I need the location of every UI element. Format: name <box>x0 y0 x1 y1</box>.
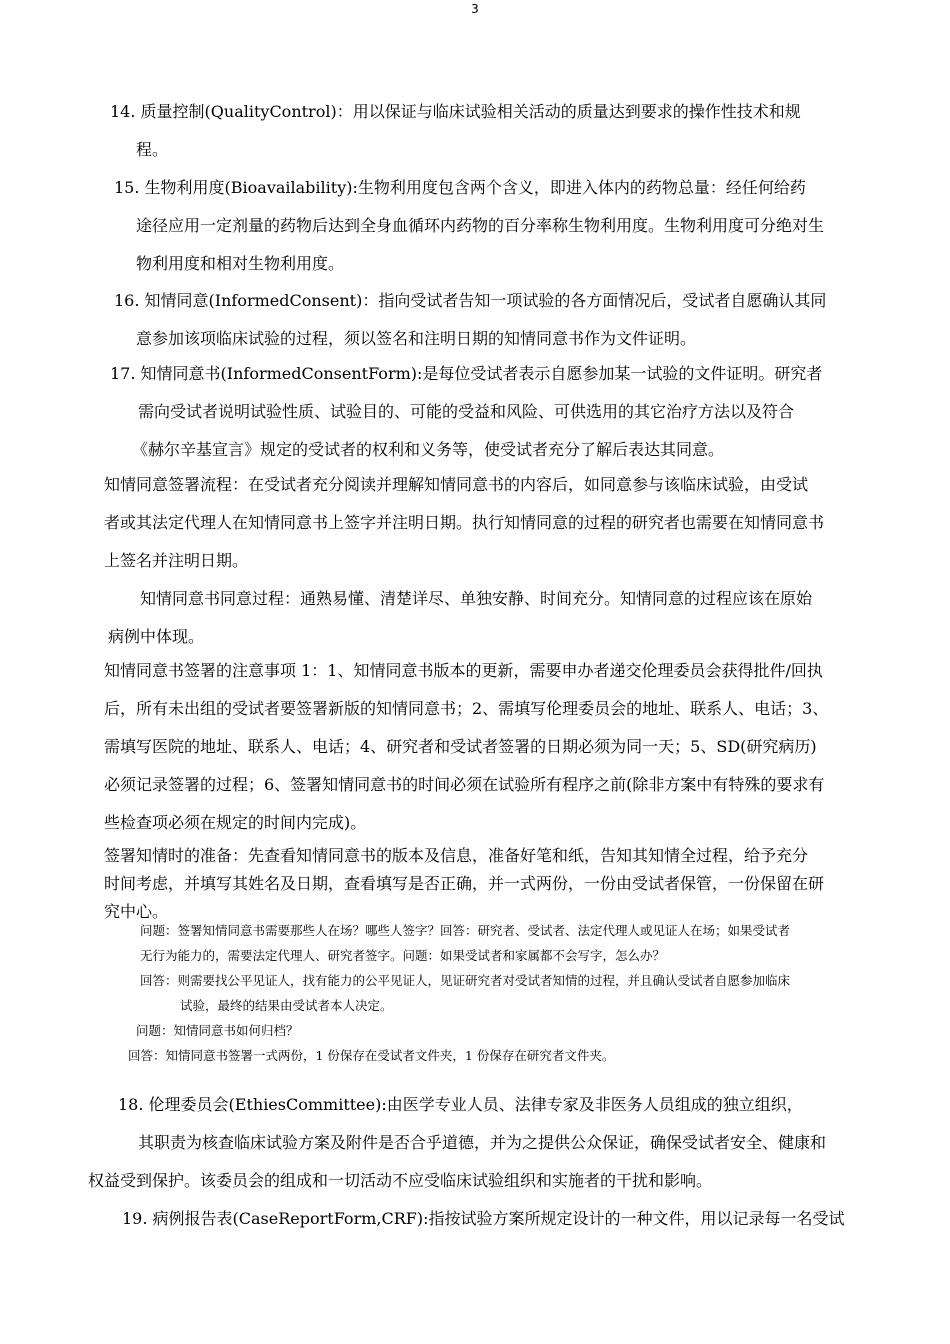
preparation-line-2: 时间考虑，并填写其姓名及日期，查看填写是否正确，并一式两份，一份由受试者保管，一份保留在研 <box>104 874 825 893</box>
definition-item-19 <box>0 1200 845 1238</box>
sign-process-paragraph <box>0 466 824 580</box>
signing-notes-line-3: 需填写医院的地址、联系人、电话；4、研究者和受试者签署的日期必须为同一天；5、SD(研究病历) <box>104 737 817 756</box>
item-17-line-2: 需向受试者说明试验性质、试验目的、可能的受益和风险、可供选用的其它治疗方法以及符合 <box>138 402 795 421</box>
sign-process-line-2: 者或其法定代理人在知情同意书上签字并注明日期。执行知情同意的过程的研究者也需要在知情同意书 <box>104 513 825 532</box>
item-16-line-1: 16. 知情同意(InformedConsent)：指向受试者告知一项试验的各方面情况后，受试者自愿确认其同 <box>114 291 827 310</box>
qa-question-1-line-1: 问题：签署知情同意书需要那些人在场？哪些人签字？回答：研究者、受试者、法定代理人或见证人在场；如果受试者 <box>140 923 791 938</box>
sign-process-line-1: 知情同意签署流程：在受试者充分阅读并理解知情同意书的内容后，如同意参与该临床试验，由受试 <box>104 475 809 494</box>
consent-process-line-2: 病例中体现。 <box>108 627 205 646</box>
sign-process-line-3: 上签名并注明日期。 <box>104 551 249 570</box>
signing-notes-line-5: 些检查项必须在规定的时间内完成)。 <box>104 813 367 832</box>
preparation-line-3: 究中心。 <box>104 902 169 921</box>
qa-question-1-line-2: 无行为能力的，需要法定代理人、研究者签字。问题：如果受试者和家属都不会写字，怎么办？ <box>140 948 666 963</box>
qa-section <box>0 918 790 1068</box>
item-18-line-2: 其职责为核查临床试验方案及附件是否合乎道德，并为之提供公众保证，确保受试者安全、健康和 <box>138 1133 827 1152</box>
signing-notes-paragraph <box>0 652 828 842</box>
preparation-line-1: 签署知情时的准备：先查看知情同意书的版本及信息，准备好笔和纸，告知其知情全过程，给予充分 <box>104 846 809 865</box>
item-17-line-3: 《赫尔辛基宣言》规定的受试者的权利和义务等，使受试者充分了解后表达其同意。 <box>132 440 725 459</box>
signing-notes-line-4: 必须记录签署的过程；6、签署知情同意书的时间必须在试验所有程序之前(除非方案中有特殊的要求有 <box>104 775 825 794</box>
qa-answer-2-line-2: 试验，最终的结果由受试者本人决定。 <box>180 998 393 1013</box>
definition-item-18 <box>0 1086 826 1200</box>
item-18-line-1: 18. 伦理委员会(EthiesCommittee):由医学专业人员、法律专家及非医务人员组成的独立组织， <box>118 1095 803 1114</box>
qa-answer-3: 回答：知情同意书签署一式两份，1 份保存在受试者文件夹，1 份保存在研究者文件夹。 <box>128 1048 615 1063</box>
consent-process-line-1: 知情同意书同意过程：通熟易懂、清楚详尽、单独安静、时间充分。知情同意的过程应该在原始 <box>140 589 813 608</box>
item-15-line-1: 15. 生物利用度(Bioavailability):生物利用度包含两个含义，即进入体内的药物总量：经任何给药 <box>114 178 806 197</box>
item-18-line-3: 权益受到保护。该委员会的组成和一切活动不应受临床试验组织和实施者的干扰和影响。 <box>88 1171 713 1190</box>
qa-answer-2-line-1: 回答：则需要找公平见证人，找有能力的公平见证人，见证研究者对受试者知情的过程，并且确认受试者自愿参加临床 <box>140 973 791 988</box>
definition-item-16 <box>0 282 826 358</box>
definition-item-17 <box>0 355 822 469</box>
signing-notes-line-1: 知情同意书签署的注意事项 1：1、知情同意书版本的更新，需要申办者递交伦理委员会获得批件/回执 <box>104 661 823 680</box>
consent-process-paragraph <box>0 580 812 656</box>
definition-item-14 <box>0 93 801 169</box>
item-15-line-3: 物利用度和相对生物利用度。 <box>136 254 345 273</box>
definition-item-15 <box>0 169 824 283</box>
item-14-line-1: 14. 质量控制(QualityControl)：用以保证与临床试验相关活动的质量达到要求的操作性技术和规 <box>110 102 801 121</box>
item-15-line-2: 途径应用一定剂量的药物后达到全身血循环内药物的百分率称生物利用度。生物利用度可分绝对生 <box>136 216 825 235</box>
qa-question-3: 问题：知情同意书如何归档？ <box>136 1023 299 1038</box>
item-16-line-2: 意参加该项临床试验的过程，须以签名和注明日期的知情同意书作为文件证明。 <box>136 329 697 348</box>
item-19-line-1: 19. 病例报告表(CaseReportForm,CRF):指按试验方案所规定设计的一种文件，用以记录每一名受试 <box>122 1209 845 1228</box>
page-number: 3 <box>471 2 479 16</box>
item-14-line-2: 程。 <box>136 140 169 159</box>
preparation-paragraph <box>0 842 824 926</box>
item-17-line-1: 17. 知情同意书(InformedConsentForm):是每位受试者表示自愿参加某一试验的文件证明。研究者 <box>110 364 823 383</box>
signing-notes-line-2: 后，所有未出组的受试者要签署新版的知情同意书；2、需填写伦理委员会的地址、联系人、电话；3、 <box>104 699 829 718</box>
